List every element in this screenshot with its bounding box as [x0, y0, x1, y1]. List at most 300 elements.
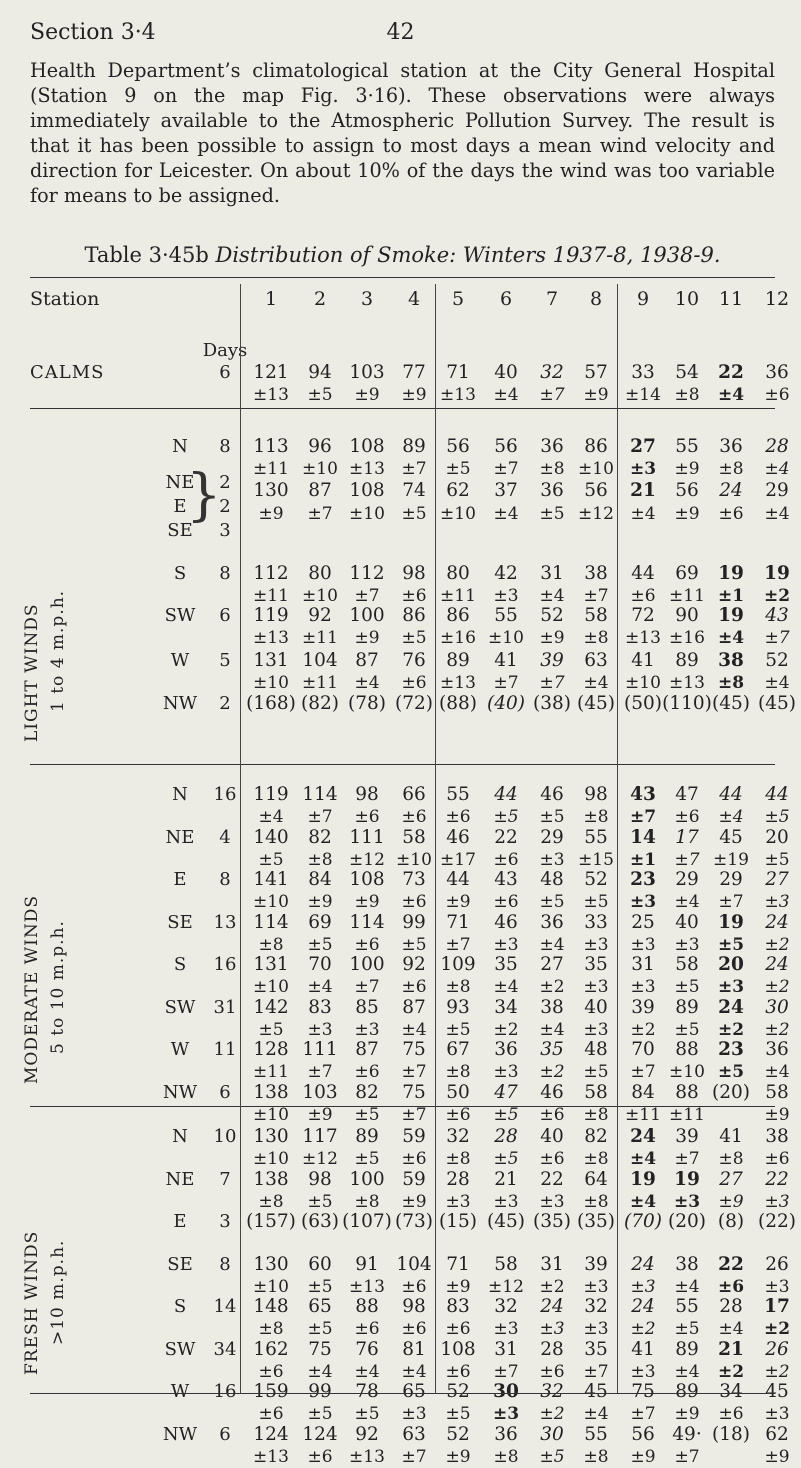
table-cell: [295, 436, 345, 480]
cell-deviation: ±6: [354, 1062, 380, 1082]
table-cell: [662, 1296, 712, 1340]
cell-value: 39: [631, 996, 655, 1018]
cell-deviation: ±8: [445, 977, 471, 997]
cell-deviation: ±11: [669, 586, 705, 606]
cell-deviation: ±3: [583, 1019, 609, 1040]
cell-deviation: ±5: [258, 849, 284, 870]
table-caption: [30, 243, 775, 267]
table-cell: [571, 1296, 621, 1340]
cell-value: 36: [765, 1039, 789, 1060]
cell-value: 124: [302, 1423, 338, 1445]
days-header: Days: [202, 340, 248, 361]
cell-value: 19: [674, 1168, 700, 1190]
table-cell: [389, 1339, 439, 1383]
cell-value: 92: [308, 605, 332, 626]
table-cell: [342, 563, 392, 607]
cell-value: 19: [718, 605, 744, 626]
cell-deviation: ±9: [718, 1191, 744, 1212]
cell-value: 55: [675, 1296, 699, 1317]
table-cell: [618, 563, 668, 607]
table-cell: [662, 1082, 712, 1126]
table-cell: [527, 784, 577, 828]
days-cell: 16: [213, 954, 237, 975]
cell-value: 38: [675, 1253, 699, 1275]
cell-deviation: ±3: [354, 1019, 380, 1040]
table-cell: [246, 1424, 296, 1468]
table-cell: [481, 1169, 531, 1213]
table-cell: [527, 997, 577, 1041]
table-cell: [527, 1039, 577, 1083]
cell-value: 44: [494, 784, 518, 805]
cell-value: 108: [349, 436, 385, 457]
table-cell: [706, 954, 756, 998]
table-cell: [295, 362, 345, 406]
table-cell: [389, 436, 439, 480]
table-cell: [481, 503, 531, 525]
cell-value: 19: [718, 911, 744, 933]
table-cell: [662, 1039, 712, 1083]
table-cell: [481, 480, 531, 502]
cell-deviation: ±4: [764, 504, 790, 524]
cell-deviation: ±11: [440, 586, 476, 606]
cell-deviation: ±9: [401, 385, 427, 405]
table-cell: [246, 693, 296, 715]
cell-value: 39: [675, 1126, 699, 1147]
cell-value: 33: [584, 911, 608, 933]
table-cell: [662, 1169, 712, 1213]
group-name: FRESH WINDS: [22, 1230, 42, 1375]
cell-value: (38): [533, 693, 571, 714]
cell-value: 48: [584, 1039, 608, 1060]
table-cell: [433, 1039, 483, 1083]
cell-value: (72): [395, 693, 433, 714]
cell-deviation: ±8: [354, 1191, 380, 1212]
table-cell: [342, 693, 392, 715]
cell-deviation: ±9: [674, 459, 700, 479]
cell-deviation: ±7: [307, 1062, 333, 1082]
cell-value: 92: [402, 954, 426, 975]
table-cell: [433, 784, 483, 828]
cell-value: 28: [540, 1338, 564, 1360]
table-cell: [295, 503, 345, 525]
days-cell: 2: [219, 693, 231, 714]
cell-value: 121: [253, 362, 289, 383]
table-cell: [527, 1339, 577, 1383]
table-cell: [706, 362, 756, 406]
table-cell: [752, 480, 801, 502]
table-cell: [481, 827, 531, 871]
column-number: 10: [674, 288, 700, 310]
cell-value: 52: [446, 1423, 470, 1445]
cell-value: 87: [402, 996, 426, 1018]
column-number: 11: [718, 288, 744, 310]
cell-value: 14: [630, 826, 656, 848]
table-cell: [342, 1211, 392, 1233]
cell-value: 44: [719, 784, 743, 805]
cell-deviation: ±3: [307, 1019, 333, 1040]
table-cell: [618, 503, 668, 525]
cell-deviation: ±9: [539, 628, 565, 648]
cell-deviation: ±7: [493, 1361, 519, 1382]
cell-value: (18): [712, 1423, 750, 1445]
cell-value: 104: [302, 650, 338, 671]
cell-value: 108: [349, 480, 385, 501]
cell-deviation: ±8: [718, 459, 744, 479]
cell-deviation: ±9: [764, 1104, 790, 1125]
table-cell: [246, 436, 296, 480]
station-header: Station: [30, 288, 100, 310]
cell-value: 86: [584, 436, 608, 457]
table-cell: [342, 1424, 392, 1468]
cell-value: 128: [253, 1039, 289, 1060]
cell-value: (78): [348, 693, 386, 714]
cell-deviation: ±2: [493, 1019, 519, 1040]
table-cell: [752, 693, 801, 715]
cell-value: 24: [631, 1296, 655, 1317]
cell-value: 26: [765, 1253, 789, 1275]
cell-value: 34: [719, 1381, 743, 1402]
table-cell: [752, 1211, 801, 1233]
wind-direction: NE: [165, 1168, 195, 1190]
table-cell: [752, 869, 801, 913]
cell-value: 32: [494, 1296, 518, 1317]
table-cell: [246, 1381, 296, 1425]
wind-direction: NW: [162, 1081, 198, 1103]
cell-deviation: ±8: [583, 628, 609, 648]
cell-value: 46: [540, 784, 564, 805]
table-cell: [246, 784, 296, 828]
cell-deviation: ±7: [674, 1149, 700, 1169]
cell-value: (15): [439, 1211, 477, 1232]
cell-deviation: ±13: [253, 628, 289, 648]
cell-value: 36: [540, 436, 564, 457]
cell-deviation: ±5: [493, 807, 519, 827]
table-cell: [571, 436, 621, 480]
cell-value: (63): [301, 1211, 339, 1232]
cell-value: 59: [402, 1126, 426, 1147]
table-cell: [246, 605, 296, 649]
cell-value: 22: [540, 1168, 564, 1190]
table-cell: [706, 436, 756, 480]
cell-deviation: ±7: [401, 1062, 427, 1082]
table-cell: [571, 605, 621, 649]
cell-deviation: ±12: [349, 849, 385, 870]
table-cell: [571, 1039, 621, 1083]
table-cell: [662, 827, 712, 871]
table-cell: [389, 650, 439, 694]
table-cell: [246, 1039, 296, 1083]
cell-deviation: ±6: [493, 892, 519, 912]
cell-deviation: ±5: [401, 628, 427, 648]
cell-value: 47: [675, 784, 699, 805]
cell-deviation: ±3: [717, 977, 745, 997]
cell-value: 28: [765, 436, 789, 457]
table-cell: [433, 1296, 483, 1340]
cell-deviation: ±13: [349, 459, 385, 479]
wind-direction: NW: [162, 1423, 198, 1445]
table-cell: [389, 480, 439, 502]
cell-deviation: ±4: [354, 673, 380, 693]
table-cell: [752, 1039, 801, 1083]
cell-value: (88): [439, 693, 477, 714]
cell-value: 84: [308, 869, 332, 890]
table-cell: [706, 480, 756, 502]
cell-value: 38: [540, 996, 564, 1018]
cell-value: 40: [675, 911, 699, 933]
cell-deviation: ±9: [583, 385, 609, 405]
cell-value: 24: [719, 480, 743, 501]
cell-deviation: ±7: [401, 1446, 427, 1467]
cell-deviation: ±10: [578, 459, 614, 479]
group-speed: 5 to 10 m.p.h.: [48, 920, 68, 1054]
table-cell: [618, 362, 668, 406]
cell-deviation: ±8: [258, 1191, 284, 1212]
cell-value: 141: [253, 869, 289, 890]
table-cell: [246, 650, 296, 694]
cell-value: 40: [584, 996, 608, 1018]
table-cell: [246, 827, 296, 871]
cell-deviation: ±10: [253, 1104, 289, 1125]
cell-deviation: ±5: [539, 504, 565, 524]
wind-direction: E: [173, 496, 187, 517]
table-cell: [295, 1082, 345, 1126]
cell-deviation: ±7: [718, 892, 744, 912]
cell-deviation: ±7: [630, 1062, 656, 1082]
cell-value: (20): [668, 1211, 706, 1232]
table-cell: [481, 784, 531, 828]
cell-deviation: ±4: [718, 807, 744, 827]
cell-value: 17: [675, 826, 699, 848]
cell-deviation: ±5: [674, 977, 700, 997]
cell-deviation: ±3: [583, 934, 609, 955]
table-cell: [706, 650, 756, 694]
table-cell: [618, 1082, 668, 1126]
wind-direction: W: [170, 650, 190, 671]
cell-value: 38: [584, 563, 608, 584]
table-cell: [342, 362, 392, 406]
cell-deviation: ±6: [717, 1276, 745, 1297]
cell-deviation: ±4: [629, 1149, 657, 1169]
cell-value: 19: [764, 563, 790, 584]
cell-value: 52: [540, 605, 564, 626]
cell-deviation: ±8: [674, 385, 700, 405]
table-cell: [662, 436, 712, 480]
group-name: MODERATE WINDS: [22, 894, 42, 1084]
cell-value: 29: [719, 869, 743, 890]
cell-value: 142: [253, 996, 289, 1018]
table-cell: [433, 1126, 483, 1170]
table-cell: [527, 954, 577, 998]
cell-deviation: ±7: [401, 1104, 427, 1125]
table-cell: [295, 827, 345, 871]
cell-value: 103: [349, 362, 385, 383]
table-cell: [527, 362, 577, 406]
table-cell: [481, 1039, 531, 1083]
table-cell: [752, 605, 801, 649]
cell-deviation: ±5: [401, 504, 427, 524]
cell-deviation: ±10: [302, 459, 338, 479]
table-cell: [389, 605, 439, 649]
cell-deviation: ±3: [583, 1276, 609, 1297]
cell-deviation: ±2: [764, 977, 790, 997]
table-cell: [295, 1254, 345, 1298]
table-cell: [342, 912, 392, 956]
cell-value: 45: [584, 1381, 608, 1402]
cell-value: 91: [355, 1253, 379, 1275]
table-cell: [527, 480, 577, 502]
cell-deviation: ±5: [583, 1062, 609, 1082]
cell-value: 17: [764, 1296, 790, 1317]
cell-value: 24: [765, 911, 789, 933]
page-header: [30, 20, 771, 46]
days-cell: 14: [213, 1296, 237, 1317]
cell-value: 104: [396, 1253, 432, 1275]
cell-deviation: ±8: [539, 459, 565, 479]
table-cell: [389, 1126, 439, 1170]
cell-value: 30: [765, 996, 789, 1018]
cell-value: (35): [577, 1211, 615, 1232]
days-cell: 31: [213, 996, 237, 1018]
table-cell: [571, 869, 621, 913]
cell-value: 75: [402, 1081, 426, 1103]
cell-deviation: ±6: [258, 1361, 284, 1382]
cell-deviation: ±12: [488, 1276, 524, 1297]
cell-deviation: ±7: [307, 504, 333, 524]
cell-deviation: ±4: [630, 504, 656, 524]
cell-value: 52: [584, 869, 608, 890]
wind-direction: S: [173, 563, 187, 584]
table-cell: [389, 827, 439, 871]
cell-value: 77: [402, 362, 426, 383]
table-cell: [342, 1039, 392, 1083]
cell-value: 47: [494, 1081, 518, 1103]
days-cell: 10: [213, 1126, 237, 1147]
table-cell: [342, 605, 392, 649]
group-speed: >10 m.p.h.: [48, 1239, 68, 1345]
cell-deviation: ±4: [539, 1019, 565, 1040]
column-rule: [435, 284, 436, 1394]
cell-deviation: ±13: [440, 385, 476, 405]
table-cell: [389, 1082, 439, 1126]
cell-value: 22: [765, 1168, 789, 1190]
cell-deviation: ±9: [401, 1191, 427, 1212]
cell-deviation: ±3: [539, 849, 565, 870]
cell-value: 90: [675, 605, 699, 626]
days-cell: 3: [219, 520, 231, 541]
cell-deviation: ±9: [307, 1104, 333, 1125]
table-cell: [433, 605, 483, 649]
cell-deviation: ±8: [583, 1446, 609, 1467]
cell-deviation: ±8: [718, 1149, 744, 1169]
table-cell: [481, 693, 531, 715]
table-cell: [527, 693, 577, 715]
cell-deviation: ±5: [539, 892, 565, 912]
cell-deviation: ±4: [629, 1191, 657, 1212]
cell-deviation: ±3: [539, 1319, 565, 1339]
cell-deviation: ±10: [440, 504, 476, 524]
table-cell: [752, 1254, 801, 1298]
table-cell: [752, 503, 801, 525]
table-cell: [706, 1254, 756, 1298]
cell-value: 100: [349, 1168, 385, 1190]
cell-deviation: ±3: [493, 1062, 519, 1082]
table-cell: [618, 954, 668, 998]
table-cell: [481, 954, 531, 998]
table-cell: [433, 912, 483, 956]
wind-group-label: [22, 770, 68, 1104]
table-cell: [752, 1296, 801, 1340]
cell-deviation: ±8: [583, 807, 609, 827]
cell-value: 58: [675, 954, 699, 975]
days-cell: 2: [219, 472, 231, 493]
table-cell: [389, 784, 439, 828]
table-cell: [706, 563, 756, 607]
cell-deviation: ±4: [764, 459, 790, 479]
cell-deviation: ±7: [445, 934, 471, 955]
cell-deviation: ±5: [307, 1404, 333, 1424]
table-cell: [389, 997, 439, 1041]
cell-value: 24: [630, 1126, 656, 1147]
cell-deviation: ±4: [493, 385, 519, 405]
cell-deviation: ±4: [354, 1361, 380, 1382]
cell-value: 46: [494, 911, 518, 933]
table-cell: [662, 1424, 712, 1468]
cell-deviation: ±6: [401, 1276, 427, 1297]
cell-value: 22: [718, 1253, 744, 1275]
cell-value: 71: [446, 362, 470, 383]
cell-value: 75: [308, 1338, 332, 1360]
cell-value: 138: [253, 1168, 289, 1190]
cell-value: 80: [308, 563, 332, 584]
cell-value: 39: [584, 1253, 608, 1275]
table-cell: [433, 869, 483, 913]
cell-deviation: ±6: [539, 1361, 565, 1382]
wind-direction: W: [170, 1381, 190, 1402]
table-cell: [246, 563, 296, 607]
wind-direction: SE: [167, 911, 193, 933]
cell-deviation: ±6: [401, 1149, 427, 1169]
table-cell: [752, 1381, 801, 1425]
cell-value: 44: [765, 784, 789, 805]
cell-value: 56: [494, 436, 518, 457]
table-cell: [389, 912, 439, 956]
table-cell: [618, 827, 668, 871]
cell-deviation: ±4: [401, 1019, 427, 1040]
table-cell: [618, 436, 668, 480]
cell-deviation: ±6: [445, 807, 471, 827]
cell-value: 41: [494, 650, 518, 671]
days-cell: 8: [219, 436, 231, 457]
cell-value: (50): [624, 693, 662, 714]
table-cell: [389, 1381, 439, 1425]
table-cell: [571, 1211, 621, 1233]
table-cell: [389, 362, 439, 406]
cell-deviation: ±2: [539, 1062, 565, 1082]
table-cell: [662, 650, 712, 694]
table-cell: [246, 912, 296, 956]
table-cell: [752, 954, 801, 998]
cell-value: 148: [253, 1296, 289, 1317]
cell-deviation: ±9: [354, 628, 380, 648]
cell-deviation: ±4: [539, 586, 565, 606]
cell-deviation: ±5: [307, 1276, 333, 1297]
cell-value: 75: [402, 1039, 426, 1060]
cell-deviation: ±4: [307, 977, 333, 997]
cell-deviation: ±9: [674, 504, 700, 524]
cell-value: 30: [493, 1381, 519, 1402]
cell-deviation: ±8: [445, 1149, 471, 1169]
cell-deviation: ±5: [445, 1404, 471, 1424]
